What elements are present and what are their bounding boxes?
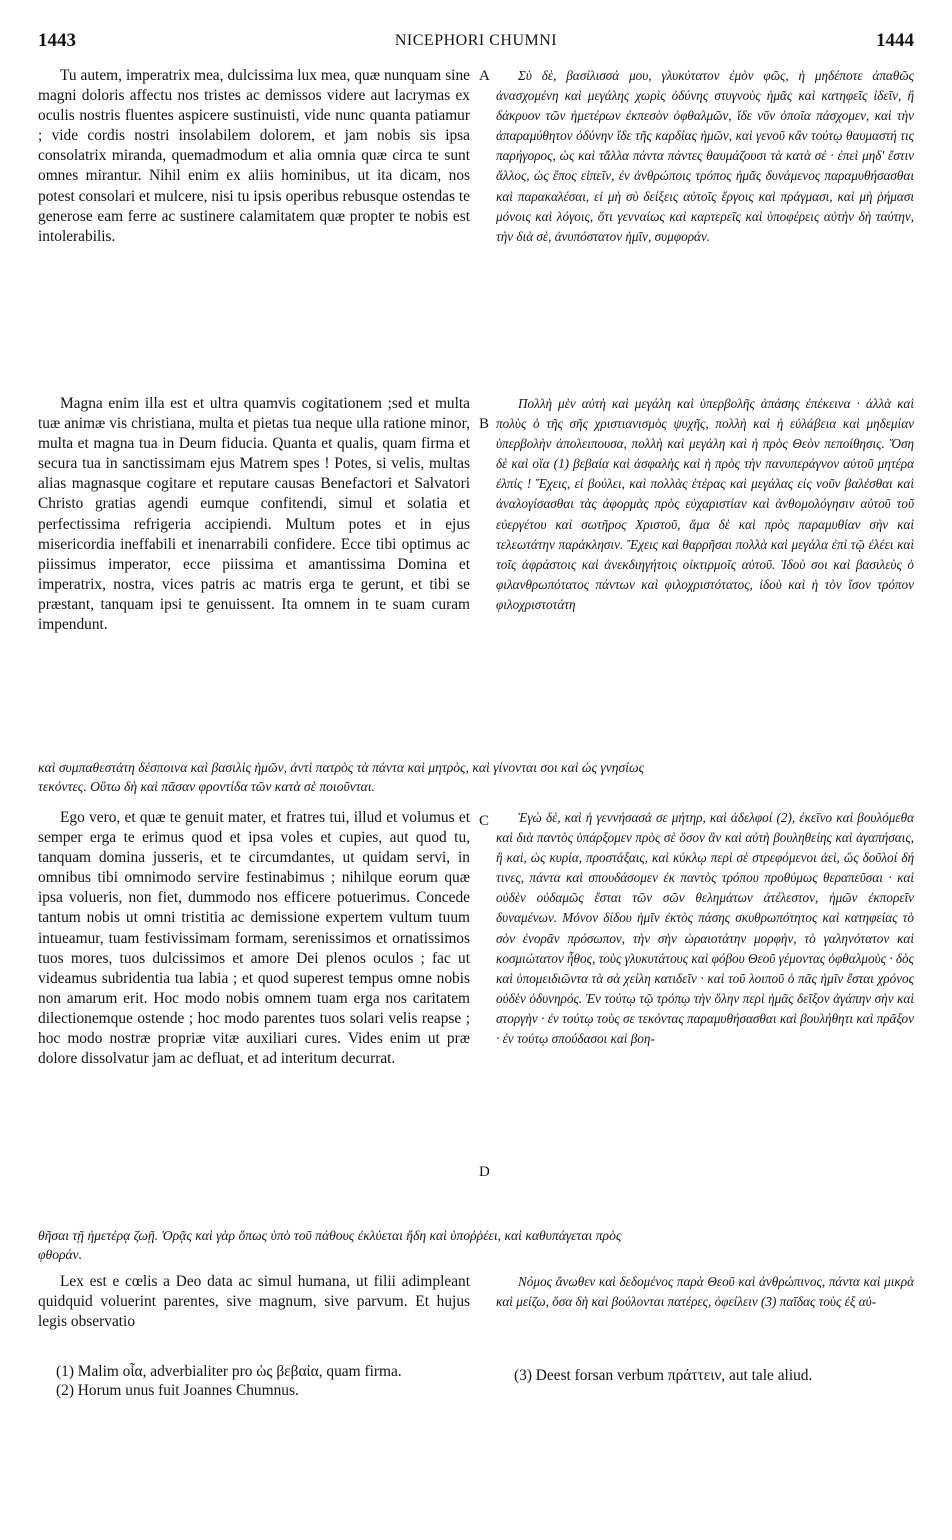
running-title: NICEPHORI CHUMNI [394,32,558,49]
page-number-right: 1444 [876,30,914,51]
latin-paragraph-2: Magna enim illa est et ultra quamvis cogitationem ;sed et multa tuæ animæ vis christiana, multa et pietas tua neque ulla ratione minor, multa et magna tua in Deum fiducia. Quanta et qualis, quam firma et secura tua in sanctissimam ejus Matrem spes ! Potes, si velis, multas alias magnasque cogitare et reputare causas Benefactori et Salvatori Christo gratias agendi eumque confitendi, simul et solatia et perfectissima refrigeria accipiendi. Multum potes et in ejus misericordia ineffabili et inenarrabili confidere. Ecce tibi optimus ac piissimus imperator, ecce piissima et amantissima Domina et imperatrix, nostra, vices patris ac matris erga te gerunt, et tibi se præstant, tanquam ipsi te genuissent. Ita omnem in te suam curam impendunt. [38,395,470,634]
greek-paragraph-2: Πολλὴ μὲν αὐτὴ καὶ μεγάλη καὶ ὑπερβολῆς ἁπάσης ἐπέκεινα · ἀλλὰ καὶ πολὺς ὁ τῆς σῆς χριστιανισμὸς ψυχῆς, πολλὴ καὶ ἡ εὐλάβεια καὶ μηδεμίαν ὑπερβολὴν ἀπολειπουσα, πολλὴ καὶ μεγάλη καὶ ἡ πρὸς Θεὸν πεποίθησις. Ὅση δὲ καὶ οἵα (1) βεβαία καὶ ἀσφαλὴς καὶ ἡ πρὸς τὴν πανυπεράγνον αὐτοῦ μητέρα ἐλπίς ! Ἔχεις, εἰ βούλει, καὶ πολλὰς ἑτέρας καὶ μεγάλας εἰς νοῦν βαλέσθαι καὶ ἀναλογίσασθαι τὰς ἀφορμὰς πρὸς εὐχαριστίαν καὶ ἀνθομολόγησιν αὐτοῦ τοῦ εὐεργέτου καὶ σωτῆρος Χριστοῦ, ἅμα δὲ καὶ πρὸς παραμυθίαν σὴν καὶ τελεωτάτην παράκλησιν. Ἔχεις καὶ θαρρῆσαι πολλὰ καὶ μεγάλα ἐπὶ τῷ ἐλέει καὶ τοῖς ἀφράστοις καὶ ἀνεκδιηγήτοις οἰκτιρμοῖς αὐτοῦ. Ἰδοὺ σοι καὶ βασιλεὺς ὁ φιλανθρωπότατος πάντων καὶ φιλοχριστότατος, ἰδοὺ καὶ ἡ τὸν ἴσον τρόπον φιλοχριστοτάτη [496,396,914,612]
latin-paragraph-4: Lex est e cœlis a Deo data ac simul humana, ut filii adimpleant quidquid voluerint parentes, sive magnum, sive parvum. Et hujus legis observatio [38,1273,470,1331]
footnotes-left [38,1362,478,1426]
footnote-3: (3) Deest forsan verbum πράττειν, aut tale aliud. [514,1367,813,1384]
greek-paragraph-4: Νόμος ἄνωθεν καὶ δεδομένος παρὰ Θεοῦ καὶ ἀνθρώπινος, πάντα καὶ μικρὰ καὶ μείζω, ὅσα δὴ καὶ βούλονται πατέρες, ὀφείλειν (3) παῖδας τοὺς ἐξ αὐ- [496,1274,914,1310]
latin-paragraph-3: Ego vero, et quæ te genuit mater, et fratres tui, illud et volumus et semper erga te erimus quod et ipsa voles et cupies, aut quod tu, tanquam domina jusseris, et te circumdantes, ut quidam servi, in omnibus tibi omnimodo servire festinabimus ; nihilque eorum quæ ipsa volueris, non fiet, dummodo nos efficere potuerimus. Concede tantum nobis ut omni tristitia ac demissione expertem vultum tuum intueamur, tuam festivissimam formam, serenissimos et ornatissimos tuos mores, tuos dulcissimos et amore Dei plenos oculos ; fac ut videamus subridentia tua labia ; et quod superest tempus omne nobis non amarum erit. Hoc modo nobis omnem tuam erga nos caritatem dilectionemque ostende ; hoc modo parentes tuos solari velis reapse ; hoc modo nostræ propriæ vitæ auxiliari cures. Vides enim ut præ dolore dissolvatur jam ac defluat, et ad interitum decurrat. [38,809,470,1068]
greek-fullwidth-2-line-2: φθοράν. [38,1247,83,1262]
margin-letter-a: A [479,68,490,84]
greek-paragraph-3: Ἐγὼ δὲ, καὶ ἡ γεννήσασά σε μήτηρ, καὶ ἀδελφοί (2), ἐκεῖνο καὶ βουλόμεθα καὶ διὰ παντὸς ὑπάρξομεν πρὸς σὲ ὅσον ἂν καὶ αὐτὴ βουληθείης καὶ ἀγαπήσαις, ἢ καὶ, ὡς κυρία, προστάξαις, καὶ κύκλῳ περὶ σὲ στρεφόμενοι ἀεὶ, ὥς δοῦλοί δή τινες, πάντα καὶ σπουδάσομεν ἐκ παντὸς τρόπου προθύμως θεραπεῦσαι · καὶ οὐδὲν οὐδαμῶς ἔσται τῶν σῶν θελημάτων ἀτέλεστον, ἡμῶν ἐκπορεῖν δυναμένων. Μόνον δίδου ἡμῖν ἐκτὸς πάσης σκυθρωπότητος καὶ κατηφείας τὸ σὸν ἐνορᾶν πρόσωπον, τὴν σὴν ὡραιοτάτην μορφὴν, τὸ γαληνότατον καὶ κοσμιώτατον ἦθος, τοὺς γλυκυτάτους καὶ φόβου Θεοῦ γέμοντας ὀφθαλμοὺς · δὸς καὶ ὑπομειδιῶντα τὰ σὰ χείλη κατιδεῖν · καὶ τοῦ λοιποῦ ὁ πᾶς ἡμῖν ἔσται χρόνος οὐδὲν ὀδυνηρός. Ἐν τούτῳ τῷ τρόπῳ τὴν ὅλην περὶ ἡμᾶς δεῖξον ἀγάπην σὴν καὶ στοργὴν · ἐν τούτῳ τοὺς σε τεκόντας παραμυθήσασθαι καὶ βουλήθητι καὶ πρᾶξον · ἐν τούτῳ σπούδασοι καὶ βοη- [496,810,914,1047]
footnotes-right [496,1366,914,1410]
greek-paragraph-1: Σὺ δὲ, βασίλισσά μου, γλυκύτατον ἐμὸν φῶς, ἡ μηδέποτε ἀπαθῶς ἀνασχομένη καὶ μεγάλης χωρὶς ὀδύνης στυγνοὺς ἡμᾶς καὶ κατηφεῖς ἰδεῖν, ἢ δάκρυον τῶν ἡμετέρων ἐκπεσὸν ὀφθαλμῶν, ἴδε νῦν ὁποῖα πάσχομεν, καὶ τὴν ἀπαραμύθητον ὀδύνην ἴδε τῆς καρδίας ἡμῶν, καὶ γενοῦ κἂν τούτῳ θαυμαστή τις παρήγορος, ὡς καὶ τἄλλα πάντα πάντες θαυμάζουσι τὰ κατὰ σέ · ἐπεὶ μηδ' ἔστιν ἄλλος, ὡς ἔπος εἰπεῖν, ἐν ἀνθρώποις τρόπος ἡμᾶς δυνάμενος παραμυθήσασθαι καὶ παρακαλέσαι, εἰ μὴ σὺ δείξεις αὐτοῖς ἔργοις καὶ πράγμασι, καὶ μὴ ῥήμασι μόνοις καὶ λόγοις, ὅτι γενναίως καὶ καρτερεῖς καὶ ὑποφέρεις αὐτὴν δὴ ταύτην, τὴν διὰ σὲ, ἀνυπόστατον ἡμῖν, συμφοράν. [496,68,914,244]
running-header [38,30,914,56]
greek-fullwidth-1 [38,758,914,800]
footnote-1: (1) Malim οἷα, adverbialiter pro ὡς βεβαία, quam firma. [56,1363,402,1380]
greek-fullwidth-1-line-1: καὶ συμπαθεστάτη δέσποινα καὶ βασιλὶς ἡμῶν, ἀντὶ πατρὸς τὰ πάντα καὶ μητρὸς, καὶ γίνονται σοι καὶ ὡς γνησίως [38,760,645,775]
greek-fullwidth-2-line-1: θῆσαι τῇ ἡμετέρᾳ ζωῇ. Ὁρᾷς καὶ γὰρ ὅπως ὑπὸ τοῦ πάθους ἐκλύεται ἤδη καὶ ὑποῤῥέει, καὶ καθυπάγεται πρὸς [38,1228,622,1243]
margin-letter-d: D [479,1164,490,1180]
latin-paragraph-1: Tu autem, imperatrix mea, dulcissima lux mea, quæ nunquam sine magni doloris affectu nos tristes ac demissos videre aut lacrymas ex oculis nostris fluentes aspicere sustinuisti, vide nunc quanta patiamur ; vide cordis nostri insolabilem dolorem, et jam nobis sis ipsa consolatrix miranda, quemadmodum et alia omnia quæ circa te sunt omnes mirantur. Nihil enim ex aliis hominibus, ut ita dicam, nos potest consolari et mulcere, nisi tu ipsis operibus rebusque ostendas te generose eam ferre ac sustinere calamitatem quæ propter te nobis est intolerabilis. [38,67,470,245]
page-number-left: 1443 [38,30,76,51]
footnote-2: (2) Horum unus fuit Joannes Chumnus. [56,1382,299,1399]
margin-letter-b: B [479,416,490,432]
greek-fullwidth-1-line-2: τεκόντες. Οὕτω δὴ καὶ πᾶσαν φροντίδα τῶν κατὰ σὲ ποιοῦνται. [38,779,375,794]
margin-letter-c: C [479,813,490,829]
greek-fullwidth-2 [38,1226,914,1268]
